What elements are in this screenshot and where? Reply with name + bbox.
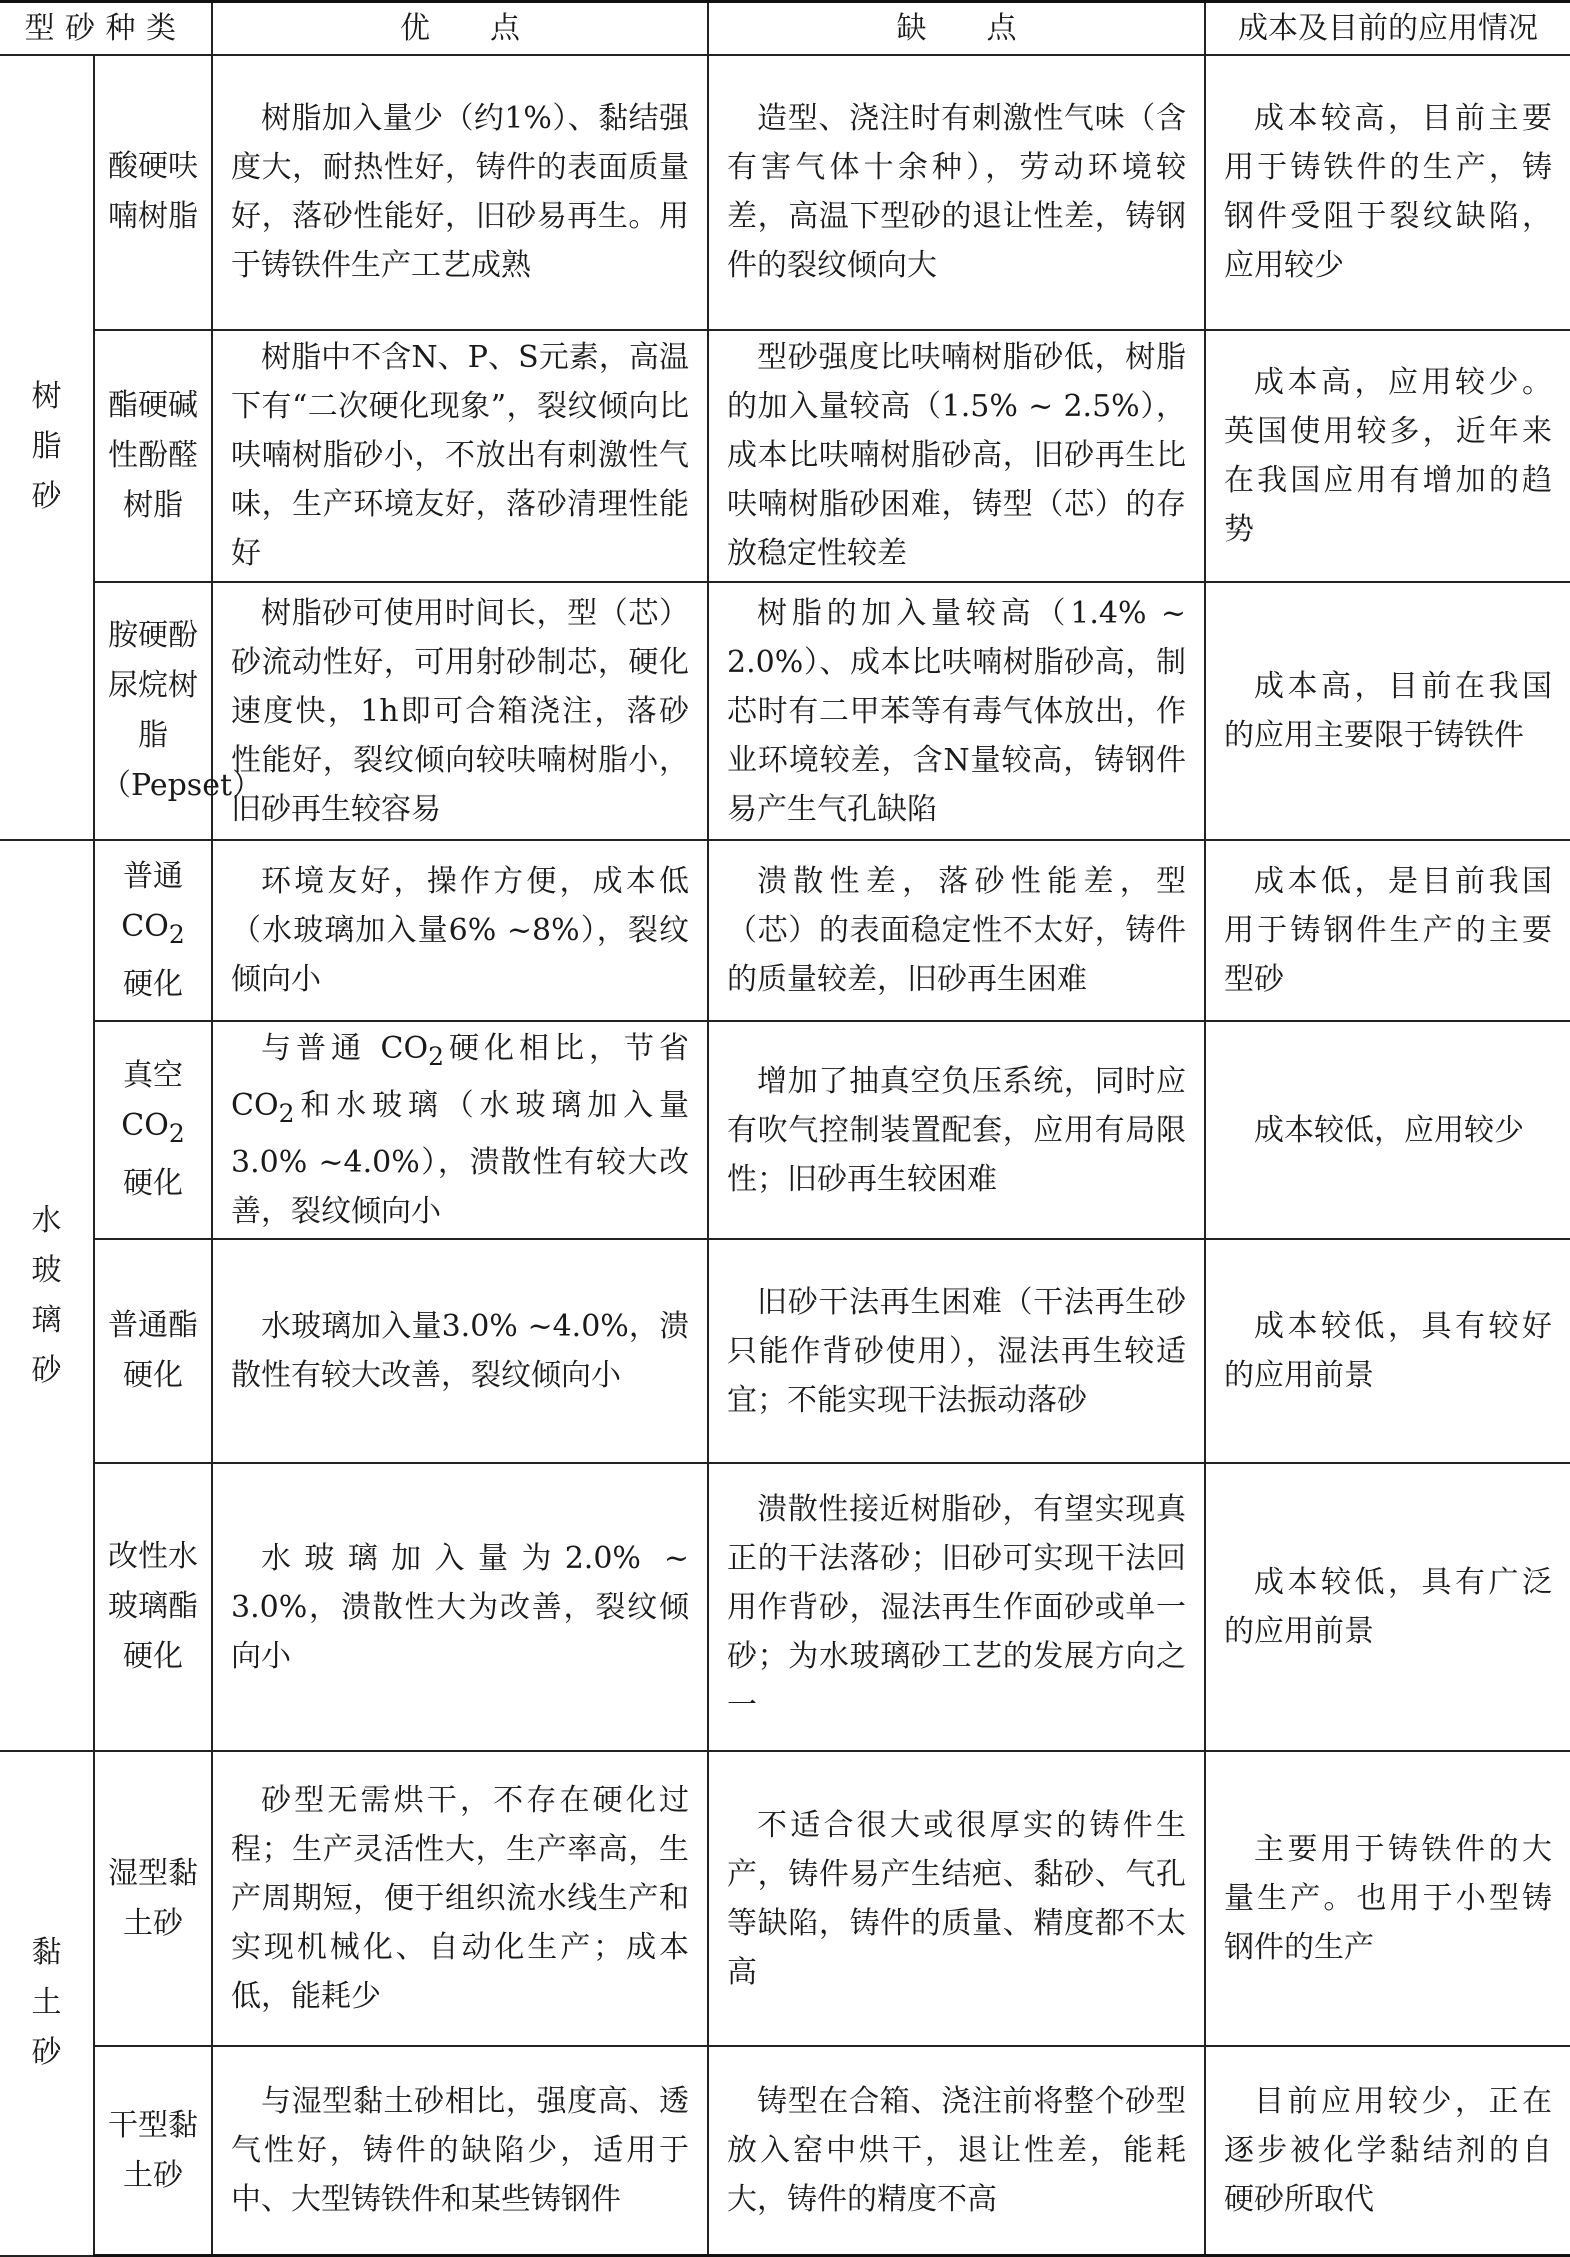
advantages-cell: 树脂中不含N、P、S元素，高温下有“二次硬化现象”，裂纹倾向比呋喃树脂砂小，不放出有刺激性气味，生产环境友好，落砂清理性能好 (212, 330, 708, 582)
table-row (0, 582, 1570, 841)
cost-application-cell: 成本高，应用较少。英国使用较多，近年来在我国应用有增加的趋势 (1205, 330, 1570, 582)
sand-subtype: 酯硬碱性酚醛树脂 (94, 330, 212, 582)
cost-application-cell: 主要用于铸铁件的大量生产。也用于小型铸钢件的生产 (1205, 1751, 1570, 2047)
header-sand-type: 型砂种类 (0, 2, 212, 55)
group-label-clay-sand: 黏土砂 (0, 1751, 94, 2256)
table-row (0, 330, 1570, 582)
disadvantages-cell: 溃散性差，落砂性能差，型（芯）的表面稳定性不太好，铸件的质量较差，旧砂再生困难 (708, 840, 1205, 1020)
advantages-cell: 树脂砂可使用时间长，型（芯）砂流动性好，可用射砂制芯，硬化速度快，1h即可合箱浇注，落砂性能好，裂纹倾向较呋喃树脂小，旧砂再生较容易 (212, 582, 708, 841)
group-label-resin-sand: 树脂砂 (0, 55, 94, 841)
sand-subtype: 改性水玻璃酯硬化 (94, 1463, 212, 1750)
header-cost-application: 成本及目前的应用情况 (1205, 2, 1570, 55)
cost-application-cell: 成本较低，具有广泛的应用前景 (1205, 1463, 1570, 1750)
sand-subtype: 干型黏土砂 (94, 2046, 212, 2255)
sand-subtype: 普通 $CO_2$ 硬化 (94, 840, 212, 1020)
sand-subtype: 湿型黏土砂 (94, 1751, 212, 2047)
sand-subtype: 普通酯硬化 (94, 1239, 212, 1463)
advantages-cell: 水玻璃加入量为2.0% ~ 3.0%，溃散性大为改善，裂纹倾向小 (212, 1463, 708, 1750)
cost-application-cell: 成本较高，目前主要用于铸铁件的生产，铸钢件受阻于裂纹缺陷，应用较少 (1205, 55, 1570, 330)
disadvantages-cell: 型砂强度比呋喃树脂砂低，树脂的加入量较高（1.5% ~ 2.5%），成本比呋喃树脂砂高，旧砂再生比呋喃树脂砂困难，铸型（芯）的存放稳定性较差 (708, 330, 1205, 582)
disadvantages-cell: 溃散性接近树脂砂，有望实现真正的干法落砂；旧砂可实现干法回用作背砂，湿法再生作面砂或单一砂；为水玻璃砂工艺的发展方向之一 (708, 1463, 1205, 1750)
header-row (0, 2, 1570, 55)
disadvantages-cell: 造型、浇注时有刺激性气味（含有害气体十余种），劳动环境较差，高温下型砂的退让性差，铸钢件的裂纹倾向大 (708, 55, 1205, 330)
advantages-cell: 树脂加入量少（约1%）、黏结强度大，耐热性好，铸件的表面质量好，落砂性能好，旧砂易再生。用于铸铁件生产工艺成熟 (212, 55, 708, 330)
table-row (0, 1021, 1570, 1239)
advantages-cell: 与普通 $CO_2$硬化相比，节省 $CO_2$和水玻璃（水玻璃加入量3.0% ~4.0%），溃散性有较大改善，裂纹倾向小 (212, 1021, 708, 1239)
advantages-cell: 水玻璃加入量3.0% ~4.0%，溃散性有较大改善，裂纹倾向小 (212, 1239, 708, 1463)
disadvantages-cell: 树脂的加入量较高（1.4% ~ 2.0%）、成本比呋喃树脂砂高，制芯时有二甲苯等有毒气体放出，作业环境较差，含N量较高，铸钢件易产生气孔缺陷 (708, 582, 1205, 841)
cost-application-cell: 成本较低，具有较好的应用前景 (1205, 1239, 1570, 1463)
header-disadvantages: 缺 点 (708, 2, 1205, 55)
table-row (0, 1239, 1570, 1463)
sand-subtype: 真空 $CO_2$ 硬化 (94, 1021, 212, 1239)
sand-subtype: 胺硬酚尿烷树脂（Pepset） (94, 582, 212, 841)
cost-application-cell: 目前应用较少，正在逐步被化学黏结剂的自硬砂所取代 (1205, 2046, 1570, 2255)
sand-subtype: 酸硬呋喃树脂 (94, 55, 212, 330)
group-label-water-glass-sand: 水玻璃砂 (0, 840, 94, 1750)
advantages-cell: 与湿型黏土砂相比，强度高、透气性好，铸件的缺陷少，适用于中、大型铸铁件和某些铸钢件 (212, 2046, 708, 2255)
table-row (0, 840, 1570, 1020)
cost-application-cell: 成本高，目前在我国的应用主要限于铸铁件 (1205, 582, 1570, 841)
table-row (0, 2046, 1570, 2255)
disadvantages-cell: 铸型在合箱、浇注前将整个砂型放入窑中烘干，退让性差，能耗大，铸件的精度不高 (708, 2046, 1205, 2255)
cost-application-cell: 成本低，是目前我国用于铸钢件生产的主要型砂 (1205, 840, 1570, 1020)
disadvantages-cell: 旧砂干法再生困难（干法再生砂只能作背砂使用），湿法再生较适宜；不能实现干法振动落砂 (708, 1239, 1205, 1463)
advantages-cell: 砂型无需烘干，不存在硬化过程；生产灵活性大，生产率高，生产周期短，便于组织流水线生产和实现机械化、自动化生产；成本低，能耗少 (212, 1751, 708, 2047)
disadvantages-cell: 增加了抽真空负压系统，同时应有吹气控制装置配套，应用有局限性；旧砂再生较困难 (708, 1021, 1205, 1239)
cost-application-cell: 成本较低，应用较少 (1205, 1021, 1570, 1239)
header-advantages: 优 点 (212, 2, 708, 55)
disadvantages-cell: 不适合很大或很厚实的铸件生产，铸件易产生结疤、黏砂、气孔等缺陷，铸件的质量、精度都不太高 (708, 1751, 1205, 2047)
advantages-cell: 环境友好，操作方便，成本低（水玻璃加入量6% ~8%），裂纹倾向小 (212, 840, 708, 1020)
table-row (0, 1751, 1570, 2047)
table-row (0, 55, 1570, 330)
table-row (0, 1463, 1570, 1750)
